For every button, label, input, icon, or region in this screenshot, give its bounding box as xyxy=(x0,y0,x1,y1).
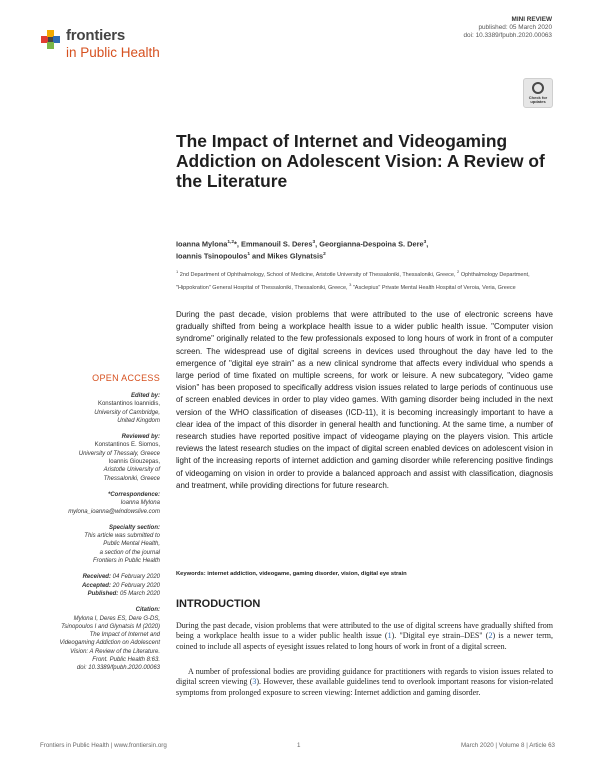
page-number: 1 xyxy=(297,742,301,749)
journal-logo[interactable] xyxy=(40,27,210,67)
open-access-label: OPEN ACCESS xyxy=(92,373,160,383)
keywords xyxy=(176,571,553,577)
author-name[interactable]: Ioannis Tsinopoulos xyxy=(176,251,248,261)
citation-text: Videogaming Addiction on Adolescent xyxy=(59,640,160,647)
crossmark-label-2: updates xyxy=(530,99,546,105)
citation-label: Citation: xyxy=(135,607,160,614)
affiliation-marker[interactable]: 1 xyxy=(247,252,250,258)
author-name[interactable]: Ioanna Mylona xyxy=(176,239,228,249)
citation-text: Front. Public Health 8:63. xyxy=(92,657,160,664)
corresponding-marker: * xyxy=(234,239,237,249)
crossmark-icon xyxy=(532,82,544,94)
citation-text: The Impact of Internet and xyxy=(89,632,160,639)
affiliation-marker[interactable]: 3 xyxy=(423,240,427,245)
journal-name: frontiers xyxy=(66,27,126,44)
correspondence-label: *Correspondence: xyxy=(107,491,160,498)
article-info-sidebar xyxy=(40,373,160,673)
edited-by-label: Edited by: xyxy=(130,393,160,399)
correspondence-email[interactable]: mylona_ioanna@windowslive.com xyxy=(68,508,160,515)
article-title: The Impact of Internet and Videogaming Addiction on Adolescent Vision: A Review of the Literature xyxy=(176,131,545,192)
section-heading-introduction: INTRODUCTION xyxy=(176,598,261,610)
affiliation-number: 1 xyxy=(176,269,179,274)
crossmark-label: Check for xyxy=(528,95,548,100)
reviewer-affiliation: University of Thessaly, Greece xyxy=(78,450,160,457)
specialty-text: This article was submitted to xyxy=(84,533,160,540)
specialty-text: a section of the journal xyxy=(99,549,160,556)
article-type: MINI REVIEW xyxy=(511,16,552,23)
abstract: During the past decade, vision problems that were attributed to the use of electronic screens have gradually shifted from being a workplace health issue to a wider public health issue. "Computer vision syndrome" originally related to the few professionals exposed to long hours of work in front of a computer screen. The widespread use of digital screens in devices used throughout the day have led to the emergence of "digital eye strain" as a new clinical syndrome that affects every individual who spends a large period of time fixated on multiple screens, for work or leisure. A new subcategory, "video game vision" has been proposed to specifically address vision issues related to large periods of continuous use of screen enabled devices in order to play video games. With gaming disorder being included in the next version of the WHO classification of diseases (ICD-11), it is becoming increasingly important to have a clear idea of the impact of this disorder in general health and functioning. At the same time, a number of research studies have reported positive impact of videogame playing on the players vision. This article reviews the latest research studies on the impact of digital screen enabled devices on adolescent vision in light of the increasing reports of internet addiction and gaming disorder while referencing positive findings of videogaming on vision in order to provide a balanced approach and assist with classification, diagnosis and treatment, while providing directions for future research. xyxy=(176,310,553,490)
affiliation-marker[interactable]: 1,2 xyxy=(227,240,235,245)
author-conjunction: and xyxy=(252,251,266,261)
check-for-updates-badge[interactable] xyxy=(523,78,553,108)
author-list: Ioanna Mylona$^{1,2}$*, Emmanouil S. Deres$^3$, Georgianna-Despoina S. Dere$^3$, Ioannis Tsinopoulos$^1$ and Mikes Glynatsis$^2$ xyxy=(176,239,429,261)
published-date: published: 05 March 2020 xyxy=(478,24,552,32)
footer-journal-link[interactable]: Frontiers in Public Health | www.frontiersin.org xyxy=(40,742,167,749)
author-name[interactable]: Georgianna-Despoina S. Dere xyxy=(319,239,424,249)
specialty-section-label: Specialty section: xyxy=(108,524,160,531)
author-name[interactable]: Emmanouil S. Deres xyxy=(241,239,313,249)
editor-affiliation: University of Cambridge, xyxy=(94,409,160,416)
published-date-sidebar: Published: 05 March 2020 xyxy=(87,590,160,597)
citation-link[interactable]: 1 xyxy=(387,631,392,641)
correspondence-name: Ioanna Mylona xyxy=(120,500,160,507)
page-footer xyxy=(40,742,555,752)
reviewer-affiliation: Thessaloniki, Greece xyxy=(103,475,160,482)
keywords-label: Keywords: xyxy=(176,571,206,577)
citation-text: Tsinopoulos I and Glynatsis M (2020) xyxy=(61,623,160,630)
affiliation-number: 3 xyxy=(349,282,352,288)
citation-text: Vision: A Review of the Literature. xyxy=(70,648,160,655)
specialty-text: Frontiers in Public Health xyxy=(92,558,160,565)
journal-subtitle: in Public Health xyxy=(66,45,160,60)
citation-doi[interactable]: doi: 10.3389/fpubh.2020.00063 xyxy=(76,665,160,672)
citation-text: Mylona I, Deres ES, Dere G-DS, xyxy=(73,615,160,622)
citation-link[interactable]: 2 xyxy=(488,631,493,641)
affiliations xyxy=(176,267,556,293)
received-date: Received: 04 February 2020 xyxy=(82,574,160,581)
reviewer-affiliation: Aristotle University of xyxy=(103,467,160,474)
affiliation-text: "Asclepius" Private Mental Health Hospital of Veroia, Veria, Greece xyxy=(352,284,516,291)
affiliation-number: 2 xyxy=(457,269,460,274)
footer-issue-info: March 2020 | Volume 8 | Article 63 xyxy=(460,742,555,749)
specialty-text: Public Mental Health, xyxy=(103,541,160,548)
reviewer-name[interactable]: Ioannis Giouzepas, xyxy=(108,459,160,466)
doi-link[interactable]: doi: 10.3389/fpubh.2020.00063 xyxy=(463,32,552,40)
reviewed-by-label: Reviewed by: xyxy=(121,434,160,441)
body-paragraph: During the past decade, vision problems that were attributed to the use of digital screens have gradually shifted from being a workplace health issue to a wider public health issue (1). "Digital eye strain–DES" (2) is a newer term, coined to include all aspects of eyesight issues related to long hours of work in front of a digital screen. xyxy=(176,621,553,651)
affiliation-marker[interactable]: 3 xyxy=(312,240,316,245)
editor-affiliation: United Kingdom xyxy=(117,417,160,424)
accepted-date: Accepted: 20 February 2020 xyxy=(81,582,160,589)
reviewer-name[interactable]: Konstantinos E. Siomos, xyxy=(94,442,160,449)
affiliation-marker[interactable]: 2 xyxy=(323,252,326,258)
keywords-text[interactable]: internet addiction, videogame, gaming disorder, vision, digital eye strain xyxy=(207,571,407,577)
affiliation-text: Ophthalmology Department, "Hippokration" General Hospital of Thessaloniki, Thessaloniki, Greece, xyxy=(176,271,530,291)
frontiers-logo-icon xyxy=(40,29,62,51)
author-name[interactable]: Mikes Glynatsis xyxy=(267,251,324,261)
affiliation-text: 2nd Department of Ophthalmology, School of Medicine, Aristotle University of Thessaloniki, Thessaloniki, Greece, xyxy=(179,271,456,278)
body-paragraph: A number of professional bodies are providing guidance for practitioners with regards to vision issues related to digital screen viewing (3). However, these available guidelines tend to overlook important reasons for vision-related symptoms from prolonged exposure to screen viewing: Internet addiction and gaming disorder. xyxy=(176,667,554,697)
article-meta-header xyxy=(464,16,553,41)
editor-name[interactable]: Konstantinos Ioannidis, xyxy=(97,401,160,408)
citation-link[interactable]: 3 xyxy=(252,677,257,687)
